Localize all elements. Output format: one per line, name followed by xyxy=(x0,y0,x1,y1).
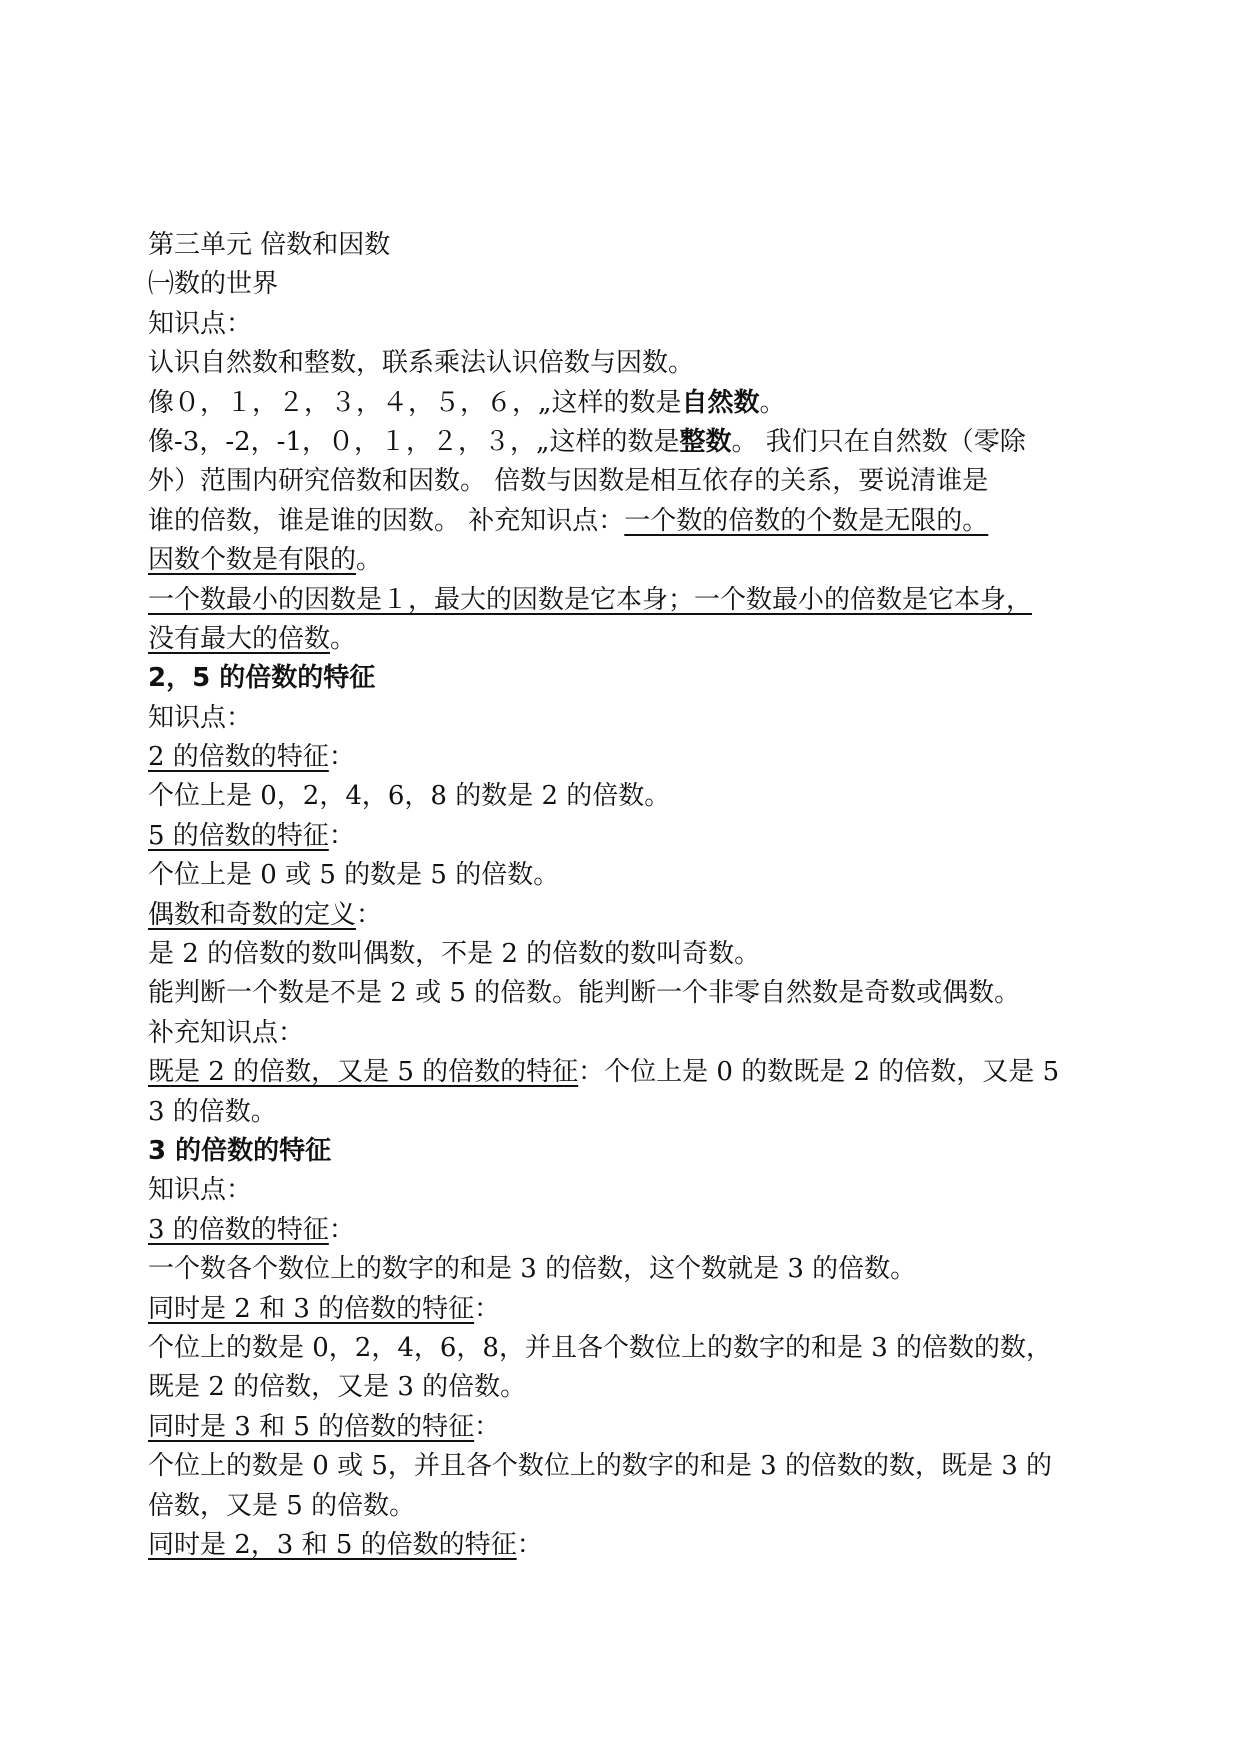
natural-prefix: 像０，１，２，３，４，５，６，„这样的数是 xyxy=(148,387,682,418)
feature-2-colon: ： xyxy=(328,742,355,773)
both-2-3-text: 个位上的数是 0，2，4，6，8，并且各个数位上的数字的和是 3 的倍数的数， xyxy=(148,1332,1053,1363)
natural-suffix: 。 xyxy=(759,387,786,418)
paragraph-recognize: 认识自然数和整数，联系乘法认识倍数与因数。 xyxy=(148,348,695,379)
feature-2-label: 2 的倍数的特征 xyxy=(148,742,329,773)
paragraph-range: 外）范围内研究倍数和因数。 倍数与因数是相互依存的关系，要说清谁是 xyxy=(148,466,989,497)
feature-3-text: 一个数各个数位上的数字的和是 3 的倍数，这个数就是 3 的倍数。 xyxy=(148,1254,917,1285)
both-2-3-heading xyxy=(148,1290,1128,1329)
section-title-3: 3 的倍数的特征 xyxy=(148,1135,332,1166)
both-3-5-colon: ： xyxy=(474,1411,501,1442)
unit-title: 第三单元 倍数和因数 xyxy=(148,230,391,260)
paragraph-integers xyxy=(148,423,1128,462)
paragraph-factor-count xyxy=(148,541,1128,580)
feature-3-label: 3 的倍数的特征 xyxy=(148,1214,329,1245)
factor-count-end: 。 xyxy=(356,545,383,576)
both-3-5-label: 同时是 3 和 5 的倍数的特征 xyxy=(148,1411,475,1442)
both-3-5-heading xyxy=(148,1408,1128,1447)
feature-5-label: 5 的倍数的特征 xyxy=(148,820,329,851)
integer-term: 整数 xyxy=(679,426,732,457)
all-2-3-5-label: 同时是 2，3 和 5 的倍数的特征 xyxy=(148,1529,517,1560)
both-3-5-text: 个位上的数是 0 或 5，并且各个数位上的数字的和是 3 的倍数的数，既是 3 的 xyxy=(148,1451,1053,1482)
judge-text: 能判断一个数是不是 2 或 5 的倍数。能判断一个非零自然数是奇数或偶数。 xyxy=(148,978,1021,1009)
even-odd-label: 偶数和奇数的定义 xyxy=(148,899,357,930)
both-2-5-label: 既是 2 的倍数，又是 5 的倍数的特征 xyxy=(148,1057,579,1088)
feature-3-heading xyxy=(148,1211,1128,1250)
all-2-3-5-heading xyxy=(148,1526,1128,1565)
both-2-5-line xyxy=(148,1053,1128,1092)
feature-3-colon: ： xyxy=(328,1214,355,1245)
natural-term: 自然数 xyxy=(681,387,760,418)
supplement-label: 补充知识点： xyxy=(148,1017,305,1048)
integer-suffix: 。 我们只在自然数（零除 xyxy=(731,426,1026,457)
feature-5-colon: ： xyxy=(328,820,355,851)
feature-2-heading xyxy=(148,738,1128,777)
document-page xyxy=(148,226,1128,1565)
all-2-3-5-colon: ： xyxy=(516,1529,543,1560)
both-3-5-cont: 倍数，又是 5 的倍数。 xyxy=(148,1490,416,1521)
feature-2-text: 个位上是 0，2，4，6，8 的数是 2 的倍数。 xyxy=(148,781,671,812)
section-title-number-world: ㈠数的世界 xyxy=(148,269,279,300)
whose-prefix: 谁的倍数，谁是谁的因数。 补充知识点： xyxy=(148,505,625,536)
both-2-5-cont: 3 的倍数。 xyxy=(148,1096,277,1127)
even-odd-heading xyxy=(148,896,1128,935)
no-max-end: 。 xyxy=(330,623,357,654)
even-odd-colon: ： xyxy=(356,899,383,930)
section-title-2-5: 2，5 的倍数的特征 xyxy=(148,663,376,694)
paragraph-min-max xyxy=(148,581,1128,620)
knowledge-label: 知识点： xyxy=(148,702,253,733)
integer-prefix: 像-3，-2，-1，０，１，２，３，„这样的数是 xyxy=(148,426,680,457)
paragraph-natural-numbers xyxy=(148,384,1128,423)
paragraph-whose xyxy=(148,502,1128,541)
feature-5-text: 个位上是 0 或 5 的数是 5 的倍数。 xyxy=(148,860,560,891)
knowledge-label: 知识点： xyxy=(148,1175,253,1206)
no-max-multiple: 没有最大的倍数 xyxy=(148,623,331,654)
paragraph-no-max xyxy=(148,620,1128,659)
factors-finite: 因数个数是有限的 xyxy=(148,545,357,576)
knowledge-label: 知识点： xyxy=(148,308,253,339)
min-max-statement: 一个数最小的因数是１，最大的因数是它本身；一个数最小的倍数是它本身， xyxy=(148,584,1033,615)
multiples-infinite: 一个数的倍数的个数是无限的。 xyxy=(624,505,989,536)
feature-5-heading xyxy=(148,817,1128,856)
both-2-5-text: ：个位上是 0 的数既是 2 的倍数，又是 5 xyxy=(578,1057,1060,1088)
both-2-3-label: 同时是 2 和 3 的倍数的特征 xyxy=(148,1293,475,1324)
even-odd-text: 是 2 的倍数的数叫偶数，不是 2 的倍数的数叫奇数。 xyxy=(148,939,761,970)
both-2-3-colon: ： xyxy=(474,1293,501,1324)
both-2-3-cont: 既是 2 的倍数，又是 3 的倍数。 xyxy=(148,1372,527,1403)
